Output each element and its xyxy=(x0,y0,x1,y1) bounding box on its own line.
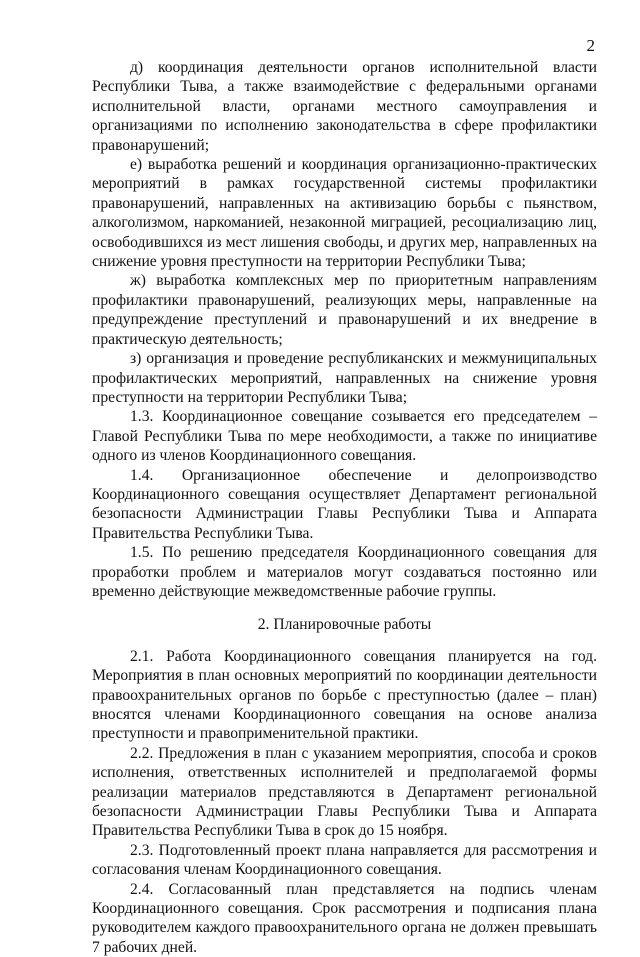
paragraph-zh: ж) выработка комплексных мер по приоритетным направлениям профилактики правонарушений, реализующих меры, направленные на предупреждение преступлений и правонарушений и их внедрение в практическую деятельность; xyxy=(92,272,597,348)
paragraph-2-2: 2.2. Предложения в план с указанием мероприятия, способа и сроков исполнения, ответственных исполнителей и предполагаемой формы реализации материалов представляются в Департамент региональной безопасности Администрации Главы Республики Тыва и Аппарата Правительства Республики Тыва в срок до 15 ноября. xyxy=(92,744,597,840)
document-body xyxy=(92,58,597,957)
page-number: 2 xyxy=(586,36,595,55)
paragraph-1-4: 1.4. Организационное обеспечение и делопроизводство Координационного совещания осуществляет Департамент региональной безопасности Администрации Главы Республики Тыва и Аппарата Правительства Республики Тыва. xyxy=(92,466,597,542)
paragraph-z: з) организация и проведение республиканских и межмуниципальных профилактических мероприятий, направленных на снижение уровня преступности на территории Республики Тыва; xyxy=(92,350,597,406)
paragraph-1-5: 1.5. По решению председателя Координационного совещания для проработки проблем и материалов могут создаваться постоянно или временно действующие межведомственные рабочие группы. xyxy=(92,544,597,600)
paragraph-1-3: 1.3. Координационное совещание созывается его председателем – Главой Республики Тыва по мере необходимости, а также по инициативе одного из членов Координационного совещания. xyxy=(92,408,597,465)
section-heading: 2. Планировочные работы xyxy=(257,616,432,634)
paragraph-2-3: 2.3. Подготовленный проект плана направляется для рассмотрения и согласования членам Координационного совещания. xyxy=(92,841,597,879)
paragraph-2-4: 2.4. Согласованный план представляется на подпись членам Координационного совещания. Срок рассмотрения и подписания плана руководителем каждого правоохранительного органа не должен превышать 7 рабочих дней. xyxy=(92,880,597,956)
paragraph-d: д) координация деятельности органов исполнительной власти Республики Тыва, а также взаимодействие с федеральными органами исполнительной власти, органами местного самоуправления и организациями по исполнению законодательства в сфере профилактики правонарушений; xyxy=(92,59,597,154)
paragraph-2-1: 2.1. Работа Координационного совещания планируется на год. Мероприятия в план основных мероприятий по координации деятельности правоохранительных органов по борьбе с преступностью (далее – план) вносятся членами Координационного совещания на основе анализа преступности и правоприменительной практики. xyxy=(92,647,597,743)
paragraph-e: е) выработка решений и координация организационно-практических мероприятий в рамках государственной системы профилактики правонарушений, направленных на активизацию борьбы с пьянством, алкоголизмом, наркоманией, незаконной миграцией, ресоциализацию лиц, освободившихся из мест лишения свободы, и других мер, направленных на снижение уровня преступности на территории Республики Тыва; xyxy=(92,156,597,271)
